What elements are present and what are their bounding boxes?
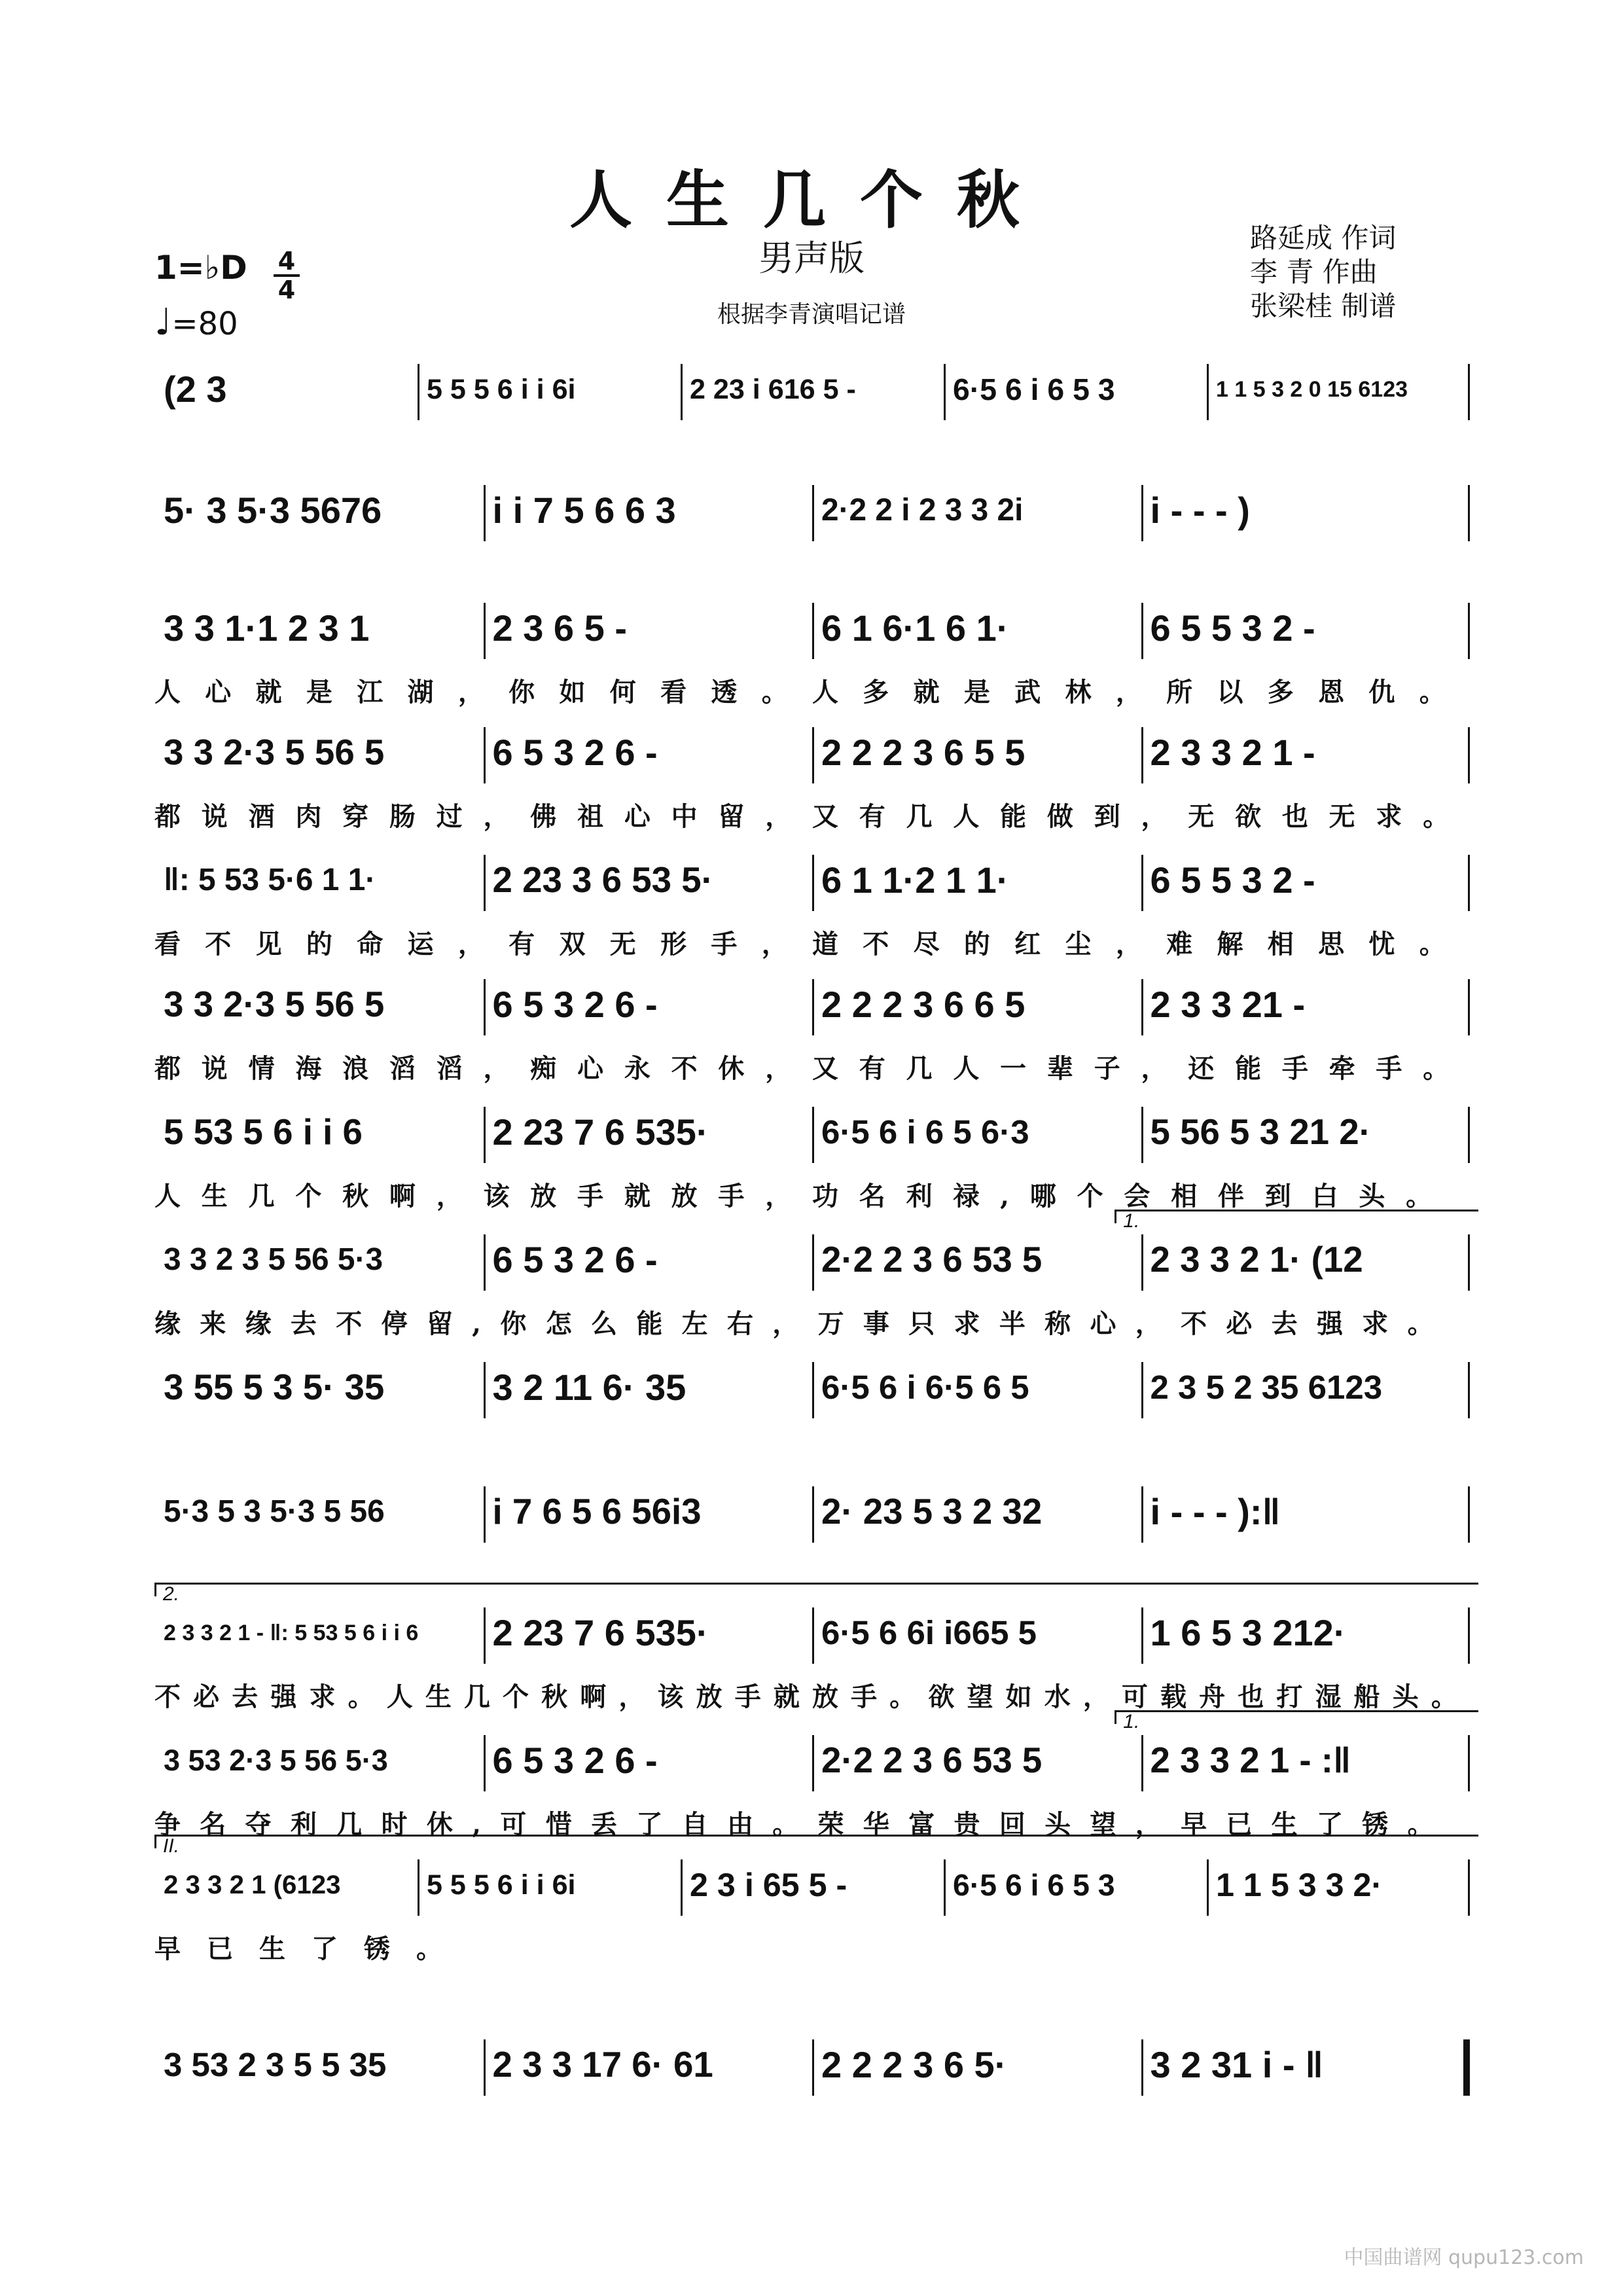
barline [484, 603, 486, 659]
barline [812, 855, 814, 911]
measure: 5 5 5 6 i i 6i [427, 374, 576, 405]
measure: 3 3 2 3 5 56 5·3 [164, 1242, 383, 1277]
measure: 1 1 5 3 3 2· [1216, 1867, 1383, 1903]
measure: 6 5 3 2 6 - [492, 732, 658, 773]
measure: 3 2 31 i - ‖ [1150, 2044, 1323, 2085]
notation-row [154, 969, 1470, 1084]
score-system [154, 2029, 1470, 2101]
barline [1207, 1859, 1209, 1916]
measure: 6·5 6 i 6·5 6 5 [821, 1369, 1029, 1406]
measure: 6 5 3 2 6 - [492, 1239, 658, 1280]
lyric-line: 看不见的命运，有双无形手，道不尽的红尘，难解相思忧。 [154, 929, 1470, 960]
volta-bracket: 1. [1115, 1210, 1478, 1223]
barline [1468, 603, 1470, 659]
notation-row [154, 1711, 1470, 1840]
barline [812, 1486, 814, 1543]
measure: 2 23 7 6 535· [492, 1612, 709, 1653]
measure: 5 5 5 6 i i 6i [427, 1869, 576, 1901]
measure: 2·2 2 3 6 53 5 [821, 1240, 1043, 1280]
measure: 2 3 i 65 5 - [690, 1867, 847, 1903]
measure: 3 55 5 3 5· 35 [164, 1367, 385, 1407]
barline [1141, 1362, 1143, 1418]
volta-bracket: 2. [154, 1583, 1478, 1596]
barline [944, 1859, 946, 1916]
score-system [154, 844, 1470, 960]
notation-row [154, 1835, 1470, 1964]
lyric-line: 人心就是江湖，你如何看透。人多就是武林，所以多恩仇。 [154, 677, 1470, 708]
measure: 6 1 1·2 1 1· [821, 859, 1009, 901]
barline [812, 1107, 814, 1163]
composer-credit: 李 青 作曲 [1250, 256, 1378, 288]
notation-row [154, 1210, 1470, 1339]
song-subtitle: 男声版 [758, 238, 865, 279]
song-title: 人生几个秋 [569, 163, 1054, 237]
measure: 6 1 6·1 6 1· [821, 607, 1009, 649]
notation-row [154, 1476, 1470, 1548]
measure: 6·5 6 6i i665 5 [821, 1614, 1037, 1651]
barline [1141, 2039, 1143, 2096]
measure: 3 3 1·1 2 3 1 [164, 607, 370, 649]
measure: 3 53 2 3 5 5 35 [164, 2046, 387, 2083]
barline [484, 1607, 486, 1664]
notation-row [154, 353, 1470, 425]
barline [1468, 855, 1470, 911]
measure: 2 3 5 2 35 6123 [1150, 1369, 1383, 1406]
key-signature: 1=♭D [154, 249, 247, 287]
measure: 1 1 5 3 2 0 15 6123 [1216, 377, 1408, 402]
lyric-line: 争名夺利几时休,可惜丢了自由。荣华富贵回头望，早已生了锈。 [154, 1809, 1453, 1840]
barline [484, 2039, 486, 2096]
measure: 5 56 5 3 21 2· [1150, 1112, 1371, 1152]
measure: 6·5 6 i 6 5 3 [953, 372, 1115, 406]
measure: 2 23 3 6 53 5· [492, 860, 713, 900]
barline [1468, 1859, 1470, 1916]
measure: 2 3 3 21 - [1150, 984, 1306, 1025]
tempo-value: =80 [171, 306, 238, 342]
meter-bottom: 4 [277, 276, 296, 304]
barline [484, 1735, 486, 1791]
barline [812, 1607, 814, 1664]
score-system [154, 1096, 1470, 1211]
measure: 2· 23 5 3 2 32 [821, 1492, 1043, 1532]
barline [812, 1234, 814, 1291]
barline [1207, 364, 1209, 420]
lyric-line: 人生几个秋啊，该放手就放手，功名利禄,哪个会相伴到白头。 [154, 1181, 1453, 1211]
measure: ‖: 5 53 5·6 1 1· [164, 863, 376, 897]
measure: 6·5 6 i 6 5 6·3 [821, 1113, 1029, 1151]
score-system [154, 1476, 1470, 1548]
barline [1468, 1362, 1470, 1418]
barline [812, 485, 814, 541]
score-system [154, 1210, 1470, 1339]
barline [812, 603, 814, 659]
barline [1468, 1607, 1470, 1664]
score-system [154, 475, 1470, 547]
measure: 2 3 3 2 1 - [1150, 732, 1315, 773]
measure: 2 3 3 2 1 - ‖: 5 53 5 6 i i 6 [164, 1621, 419, 1645]
notation-row [154, 1583, 1470, 1712]
engraver-credit: 张梁桂 制谱 [1250, 290, 1397, 322]
measure: 6 5 5 3 2 - [1150, 859, 1315, 901]
barline [812, 1735, 814, 1791]
barline [1468, 485, 1470, 541]
barline [812, 979, 814, 1035]
barline [418, 1859, 419, 1916]
barline [1468, 1107, 1470, 1163]
measure: 6 5 5 3 2 - [1150, 607, 1315, 649]
tempo-marking [154, 301, 238, 344]
barline [1141, 485, 1143, 541]
notation-row [154, 2029, 1470, 2101]
barline [484, 1234, 486, 1291]
lyricist-credit: 路延成 作词 [1250, 222, 1397, 254]
lyric-line: 早已生了锈。 [154, 1933, 469, 1964]
barline [484, 979, 486, 1035]
notation-row [154, 1096, 1470, 1211]
barline [1468, 1234, 1470, 1291]
measure: 2 3 3 17 6· 61 [492, 2045, 713, 2085]
barline [1468, 979, 1470, 1035]
score-system [154, 353, 1470, 425]
watermark: 中国曲谱网 qupu123.com [1344, 2246, 1584, 2269]
notation-row [154, 717, 1470, 832]
notation-row [154, 592, 1470, 708]
measure: 3 2 11 6· 35 [492, 1367, 687, 1408]
barline [1468, 1735, 1470, 1791]
barline [484, 1486, 486, 1543]
score-system [154, 1711, 1470, 1840]
measure: 6·5 6 i 6 5 3 [953, 1868, 1115, 1902]
barline [681, 1859, 683, 1916]
measure: 1 6 5 3 212· [1150, 1612, 1346, 1653]
lyric-line: 都说酒肉穿肠过，佛祖心中留，又有几人能做到，无欲也无求。 [154, 801, 1470, 832]
barline [484, 1362, 486, 1418]
barline [812, 1362, 814, 1418]
barline [484, 855, 486, 911]
time-signature [274, 249, 300, 302]
score-system [154, 1835, 1470, 1964]
measure: 2 3 3 2 1· (12 [1150, 1240, 1363, 1280]
barline [1463, 2039, 1470, 2096]
measure: 6 5 3 2 6 - [492, 1740, 658, 1781]
measure: 5 53 5 6 i i 6 [164, 1112, 363, 1152]
score-system [154, 717, 1470, 832]
lyric-line: 不必去强求。人生几个秋啊，该放手就放手。欲望如水，可载舟也打湿船头。 [154, 1681, 1470, 1712]
notation-row [154, 1352, 1470, 1424]
barline [944, 364, 946, 420]
score-system [154, 1352, 1470, 1424]
barline [1141, 603, 1143, 659]
score-system [154, 969, 1470, 1084]
measure: 5·3 5 3 5·3 5 56 [164, 1494, 385, 1529]
volta-bracket: 1. [1115, 1710, 1478, 1724]
barline [1468, 364, 1470, 420]
score-system [154, 1583, 1470, 1712]
notation-row [154, 844, 1470, 960]
score-system [154, 592, 1470, 708]
measure: 2·2 2 i 2 3 3 2i [821, 493, 1024, 528]
measure: 2 2 2 3 6 5 5 [821, 732, 1026, 773]
barline [484, 485, 486, 541]
lyric-line: 缘来缘去不停留,你怎么能左右，万事只求半称心，不必去强求。 [154, 1308, 1453, 1339]
measure: 2 23 i 616 5 - [690, 374, 856, 405]
barline [1141, 1607, 1143, 1664]
transcription-source: 根据李青演唱记谱 [717, 301, 906, 328]
barline [1141, 855, 1143, 911]
barline [1141, 1234, 1143, 1291]
measure: i - - - ) [1150, 490, 1250, 531]
measure: i i 7 5 6 6 3 [492, 490, 676, 531]
barline [484, 1107, 486, 1163]
barline [1141, 727, 1143, 783]
volta-bracket: II. [154, 1835, 1478, 1848]
barline [1141, 1735, 1143, 1791]
measure: 2 3 3 2 1 (6123 [164, 1870, 341, 1899]
measure: (2 3 [164, 368, 227, 410]
lyric-line: 都说情海浪滔滔，痴心永不休，又有几人一辈子，还能手牵手。 [154, 1053, 1470, 1084]
measure: 6 5 3 2 6 - [492, 984, 658, 1025]
notation-row [154, 475, 1470, 547]
measure: i 7 6 5 6 56i3 [492, 1492, 702, 1532]
barline [812, 2039, 814, 2096]
measure: 2 3 3 2 1 - :‖ [1150, 1740, 1351, 1780]
barline [1141, 979, 1143, 1035]
measure: 2·2 2 3 6 53 5 [821, 1740, 1043, 1780]
barline [418, 364, 419, 420]
measure: 2 2 2 3 6 5· [821, 2044, 1007, 2085]
measure: i - - - ):‖ [1150, 1491, 1281, 1532]
meter-top: 4 [277, 247, 296, 276]
barline [681, 364, 683, 420]
measure: 3 53 2·3 5 56 5·3 [164, 1744, 388, 1777]
measure: 2 23 7 6 535· [492, 1111, 709, 1153]
quarter-note-icon: ♩ [154, 301, 172, 344]
barline [812, 727, 814, 783]
measure: 2 3 6 5 - [492, 607, 627, 649]
barline [1141, 1486, 1143, 1543]
credits [1250, 221, 1466, 323]
measure: 3 3 2·3 5 56 5 [164, 984, 385, 1024]
measure: 5· 3 5·3 5676 [164, 490, 382, 531]
barline [1141, 1107, 1143, 1163]
measure: 3 3 2·3 5 56 5 [164, 732, 385, 772]
barline [484, 727, 486, 783]
measure: 2 2 2 3 6 6 5 [821, 984, 1026, 1025]
barline [1468, 727, 1470, 783]
barline [1468, 1486, 1470, 1543]
